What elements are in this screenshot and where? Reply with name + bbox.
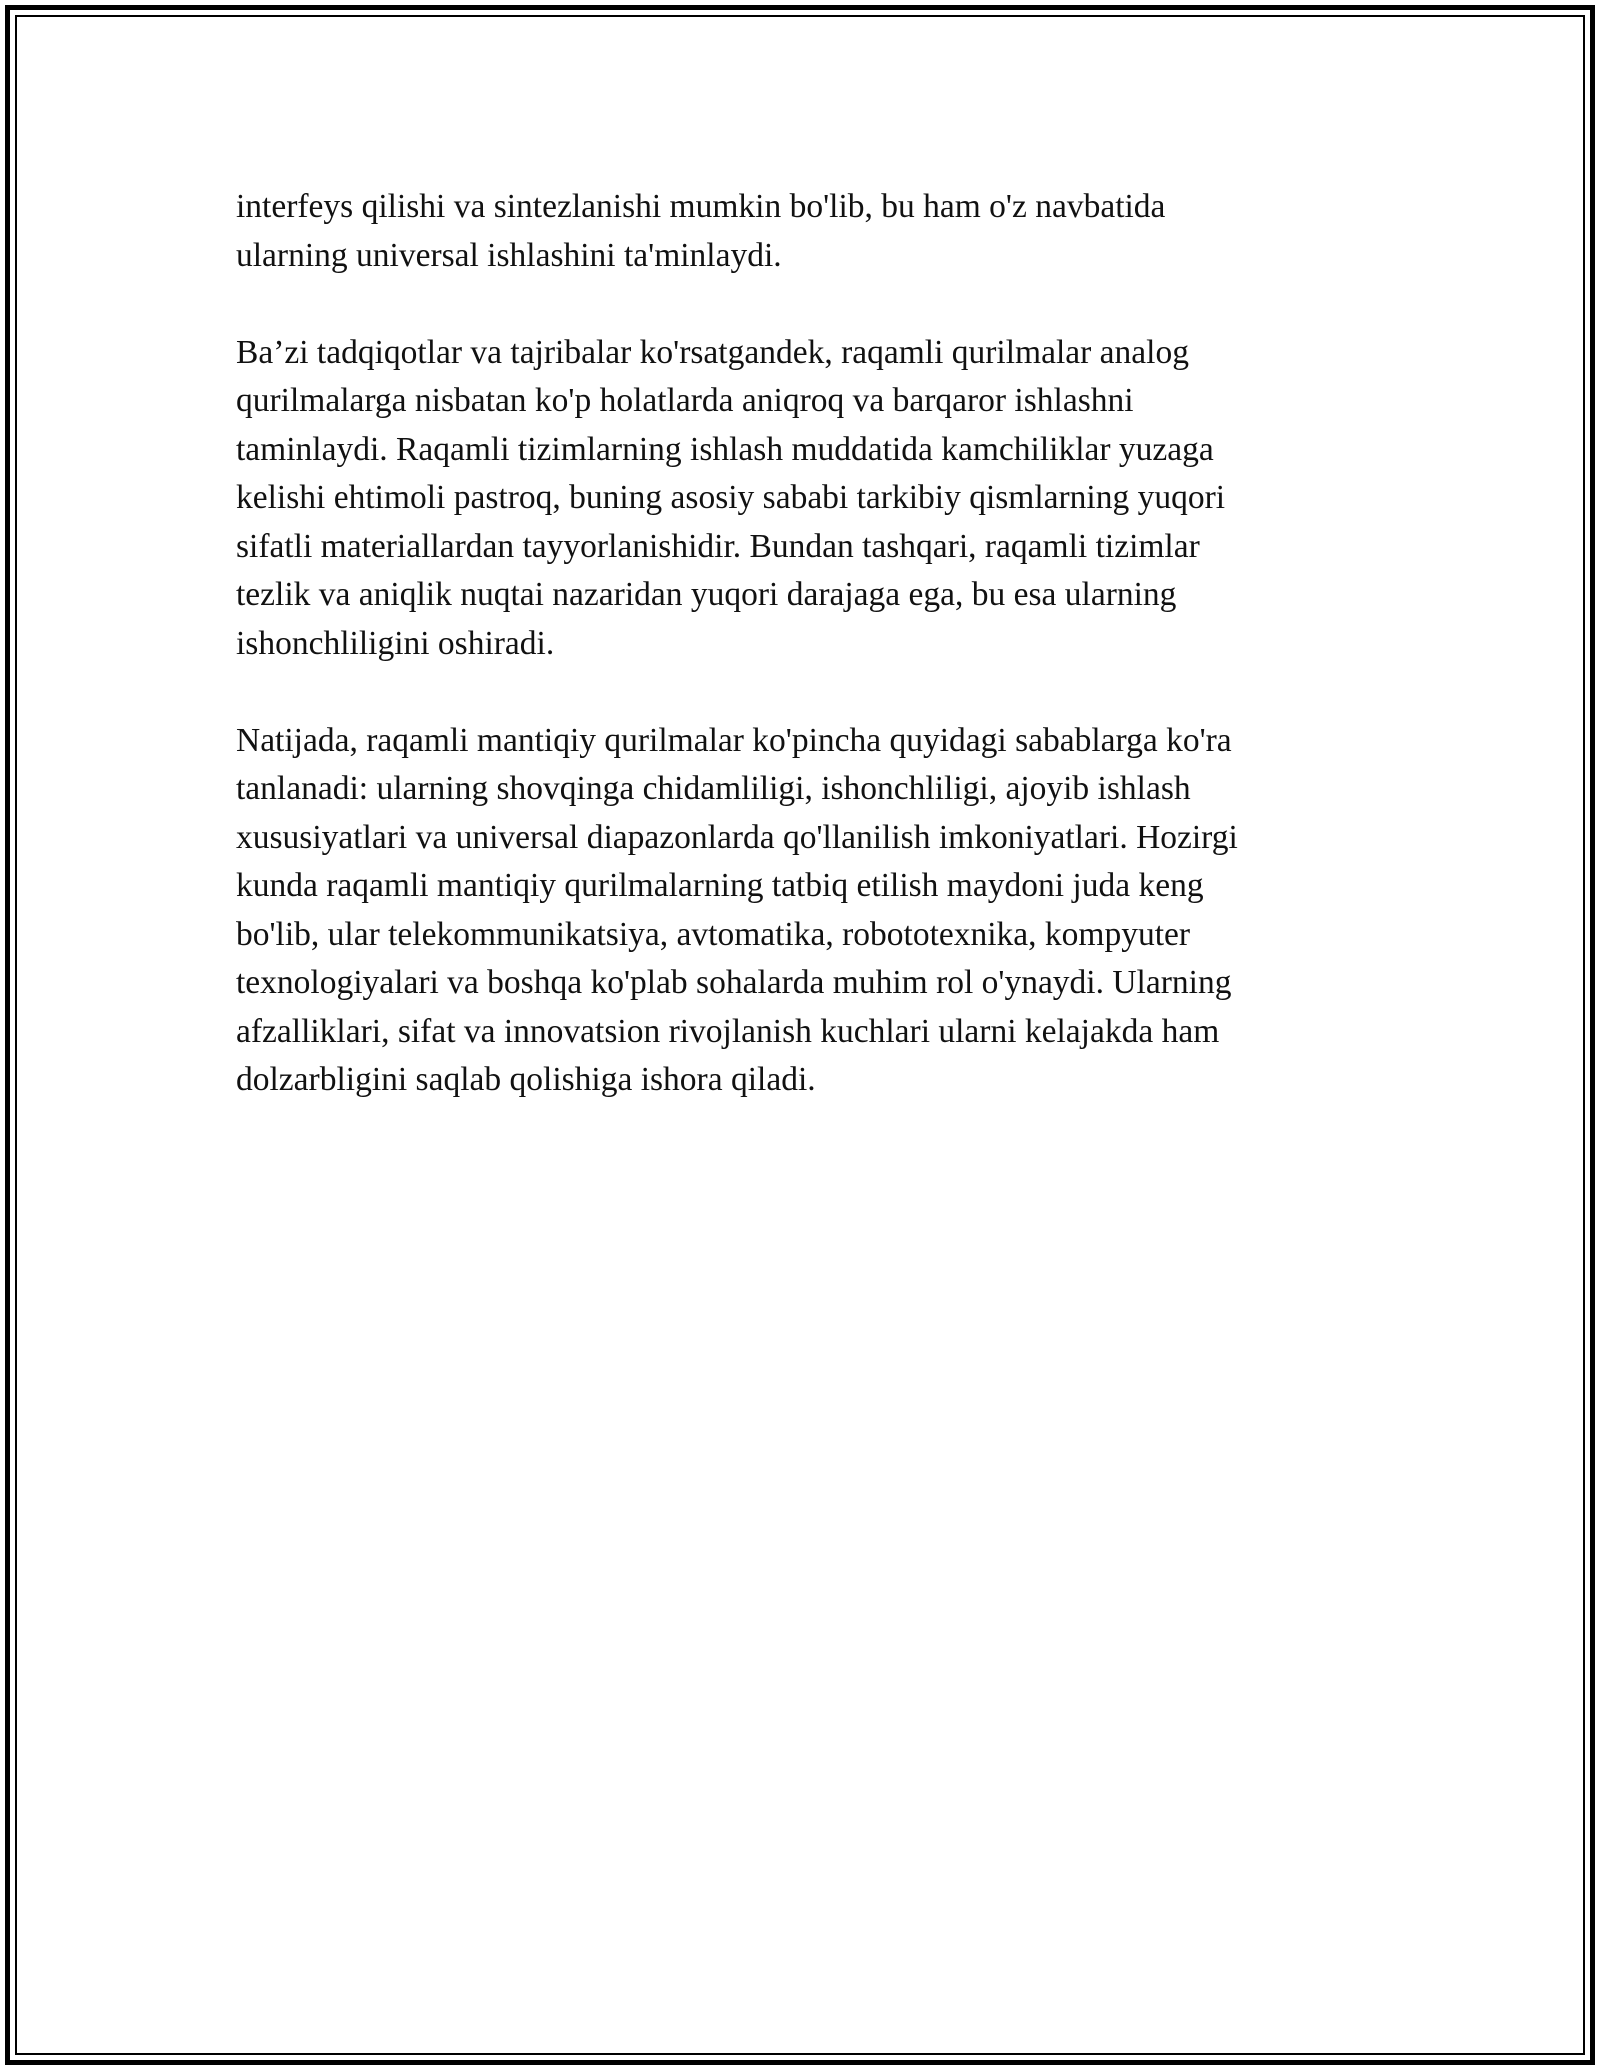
text-line: xususiyatlari va universal diapazonlarda qo'llanilish imkoniyatlari. Hozirgi (236, 818, 1238, 856)
paragraph-1 (236, 183, 1376, 280)
text-line: kunda raqamli mantiqiy qurilmalarning tatbiq etilish maydoni juda keng (236, 867, 1204, 904)
text-line: qurilmalarga nisbatan ko'p holatlarda aniqroq va barqaror ishlashni (236, 382, 1134, 419)
text-line: Natijada, raqamli mantiqiy qurilmalar ko'pincha quyidagi sabablarga ko'ra (236, 721, 1232, 759)
text-line: texnologiyalari va boshqa ko'plab sohalarda muhim rol o'ynaydi. Ularning (236, 964, 1232, 1001)
text-line: taminlaydi. Raqamli tizimlarning ishlash muddatida kamchiliklar yuzaga (236, 430, 1214, 468)
text-line: ishonchliligini oshiradi. (236, 624, 555, 662)
text-line: tezlik va aniqlik nuqtai nazaridan yuqori darajaga ega, bu esa ularning (236, 576, 1177, 613)
text-line: afzalliklari, sifat va innovatsion rivojlanish kuchlari ularni kelajakda ham (236, 1012, 1220, 1050)
text-line: bo'lib, ular telekommunikatsiya, avtomatika, robototexnika, kompyuter (236, 915, 1191, 953)
text-line: kelishi ehtimoli pastroq, buning asosiy sababi tarkibiy qismlarning yuqori (236, 479, 1226, 516)
text-line: interfeys qilishi va sintezlanishi mumkin bo'lib, bu ham o'z navbatida (236, 188, 1166, 225)
paragraph-2 (236, 329, 1376, 669)
text-line: ularning universal ishlashini ta'minlaydi. (236, 236, 782, 274)
text-line: dolzarbligini saqlab qolishiga ishora qiladi. (236, 1061, 816, 1098)
paragraph-3 (236, 717, 1376, 1105)
text-line: sifatli materiallardan tayyorlanishidir. Bundan tashqari, raqamli tizimlar (236, 527, 1200, 565)
text-line: tanlanadi: ularning shovqinga chidamliligi, ishonchliligi, ajoyib ishlash (236, 770, 1191, 807)
text-line: Ba’zi tadqiqotlar va tajribalar ko'rsatgandek, raqamli qurilmalar analog (236, 333, 1189, 371)
document-body (236, 183, 1376, 1153)
